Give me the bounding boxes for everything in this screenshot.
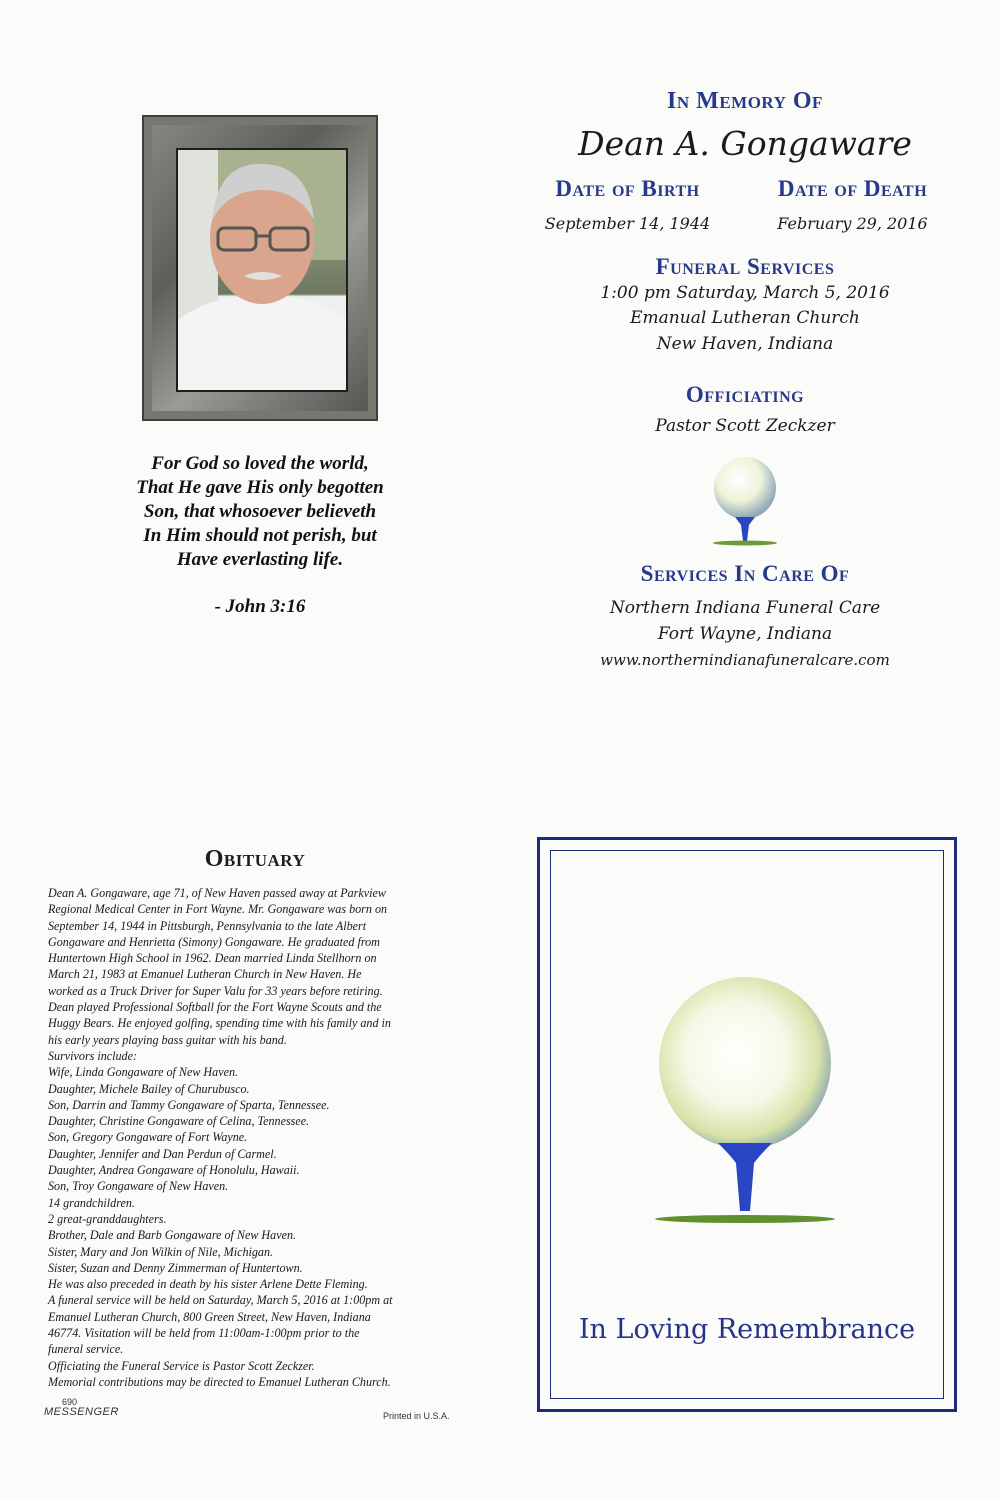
golf-ball-large-icon <box>650 975 840 1230</box>
photo-frame <box>142 115 378 421</box>
obituary-line: He was also preceded in death by his sister Arlene Dette Fleming. <box>48 1277 368 1292</box>
obituary-line: Brother, Dale and Barb Gongaware of New Haven. <box>48 1228 297 1243</box>
deceased-name: Dean A. Gongaware <box>578 124 912 163</box>
portrait-photo <box>176 148 348 392</box>
obituary-line: Sister, Suzan and Denny Zimmerman of Huntertown. <box>48 1260 303 1275</box>
funeral-heading: Funeral Services <box>655 254 835 279</box>
obituary-line: September 14, 1944 in Pittsburgh, Pennsylvania to the late Albert <box>48 918 367 933</box>
obituary-line: his early years playing bass guitar with his band. <box>48 1032 287 1047</box>
product-code: 690 <box>62 1397 78 1407</box>
obituary-line: Daughter, Christine Gongaware of Celina, Tennessee. <box>48 1114 310 1129</box>
officiating-heading: Officiating <box>685 382 805 407</box>
officiant-name: Pastor Scott Zeckzer <box>655 416 835 436</box>
care-website: www.northernindianafuneralcare.com <box>600 651 890 669</box>
publisher-logo: MESSENGER <box>44 1406 119 1418</box>
death-date: February 29, 2016 <box>777 214 928 233</box>
obituary-line: Sister, Mary and Jon Wilkin of Nile, Michigan. <box>48 1244 274 1259</box>
birth-heading: Date of Birth <box>555 176 700 201</box>
funeral-church: Emanual Lutheran Church <box>630 308 860 328</box>
memory-heading: In Memory Of <box>667 88 823 114</box>
bible-verse <box>100 452 420 572</box>
care-heading: Services In Care Of <box>640 561 850 586</box>
cover-title: In Loving Remembrance <box>578 1314 916 1345</box>
obituary-line: Daughter, Andrea Gongaware of Honolulu, Hawaii. <box>48 1163 300 1178</box>
funeral-city: New Haven, Indiana <box>656 334 834 354</box>
funeral-when: 1:00 pm Saturday, March 5, 2016 <box>600 283 890 303</box>
obituary-line: March 21, 1983 at Emanuel Lutheran Church in New Haven. He <box>48 967 362 982</box>
obituary-line: Regional Medical Center in Fort Wayne. Mr. Gongaware was born on <box>48 902 388 917</box>
verse-line: Son, that whosoever believeth <box>143 501 377 522</box>
obituary-text <box>48 885 468 1390</box>
verse-line: For God so loved the world, <box>151 453 369 474</box>
obituary-line: worked as a Truck Driver for Super Valu for 33 years before retiring. <box>48 983 383 998</box>
obituary-line: Dean played Professional Softball for the Fort Wayne Scouts and the <box>48 1000 382 1015</box>
obituary-line: Son, Darrin and Tammy Gongaware of Sparta, Tennessee. <box>48 1097 330 1112</box>
obituary-line: 2 great-granddaughters. <box>48 1211 167 1226</box>
obituary-line: Emanuel Lutheran Church, 800 Green Street, New Haven, Indiana <box>48 1309 371 1324</box>
obituary-line: A funeral service will be held on Saturday, March 5, 2016 at 1:00pm at <box>48 1293 393 1308</box>
obituary-line: Memorial contributions may be directed to Emanuel Lutheran Church. <box>48 1374 391 1389</box>
care-city: Fort Wayne, Indiana <box>657 624 833 644</box>
obituary-line: 14 grandchildren. <box>48 1195 135 1210</box>
golf-ball-small-icon <box>705 455 785 550</box>
death-heading: Date of Death <box>777 176 928 201</box>
obituary-line: Son, Troy Gongaware of New Haven. <box>48 1179 229 1194</box>
obituary-line: Huggy Bears. He enjoyed golfing, spending time with his family and in <box>48 1016 391 1031</box>
obituary-line: Daughter, Michele Bailey of Churubusco. <box>48 1081 250 1096</box>
obituary-line: Gongaware and Henrietta (Simony) Gongaware. He graduated from <box>48 934 380 949</box>
obituary-line: Survivors include: <box>48 1048 138 1063</box>
obituary-line: 46774. Visitation will be held from 11:00am-1:00pm prior to the <box>48 1326 360 1341</box>
obituary-heading: Obituary <box>204 846 306 872</box>
obituary-line: Dean A. Gongaware, age 71, of New Haven passed away at Parkview <box>48 886 386 900</box>
obituary-line: Huntertown High School in 1962. Dean married Linda Stellhorn on <box>48 951 377 966</box>
obituary-line: Daughter, Jennifer and Dan Perdun of Carmel. <box>48 1146 277 1161</box>
portrait-illustration <box>178 150 346 390</box>
obituary-line: funeral service. <box>48 1342 124 1357</box>
verse-line: That He gave His only begotten <box>136 477 384 498</box>
obituary-line: Officiating the Funeral Service is Pastor Scott Zeckzer. <box>48 1358 315 1373</box>
care-name: Northern Indiana Funeral Care <box>609 598 881 618</box>
verse-reference: - John 3:16 <box>214 596 306 617</box>
obituary-line: Son, Gregory Gongaware of Fort Wayne. <box>48 1130 248 1145</box>
birth-date: September 14, 1944 <box>544 214 711 233</box>
verse-line: In Him should not perish, but <box>143 525 377 546</box>
printed-notice: Printed in U.S.A. <box>383 1411 450 1421</box>
verse-line: Have everlasting life. <box>176 549 344 570</box>
obituary-line: Wife, Linda Gongaware of New Haven. <box>48 1065 239 1080</box>
